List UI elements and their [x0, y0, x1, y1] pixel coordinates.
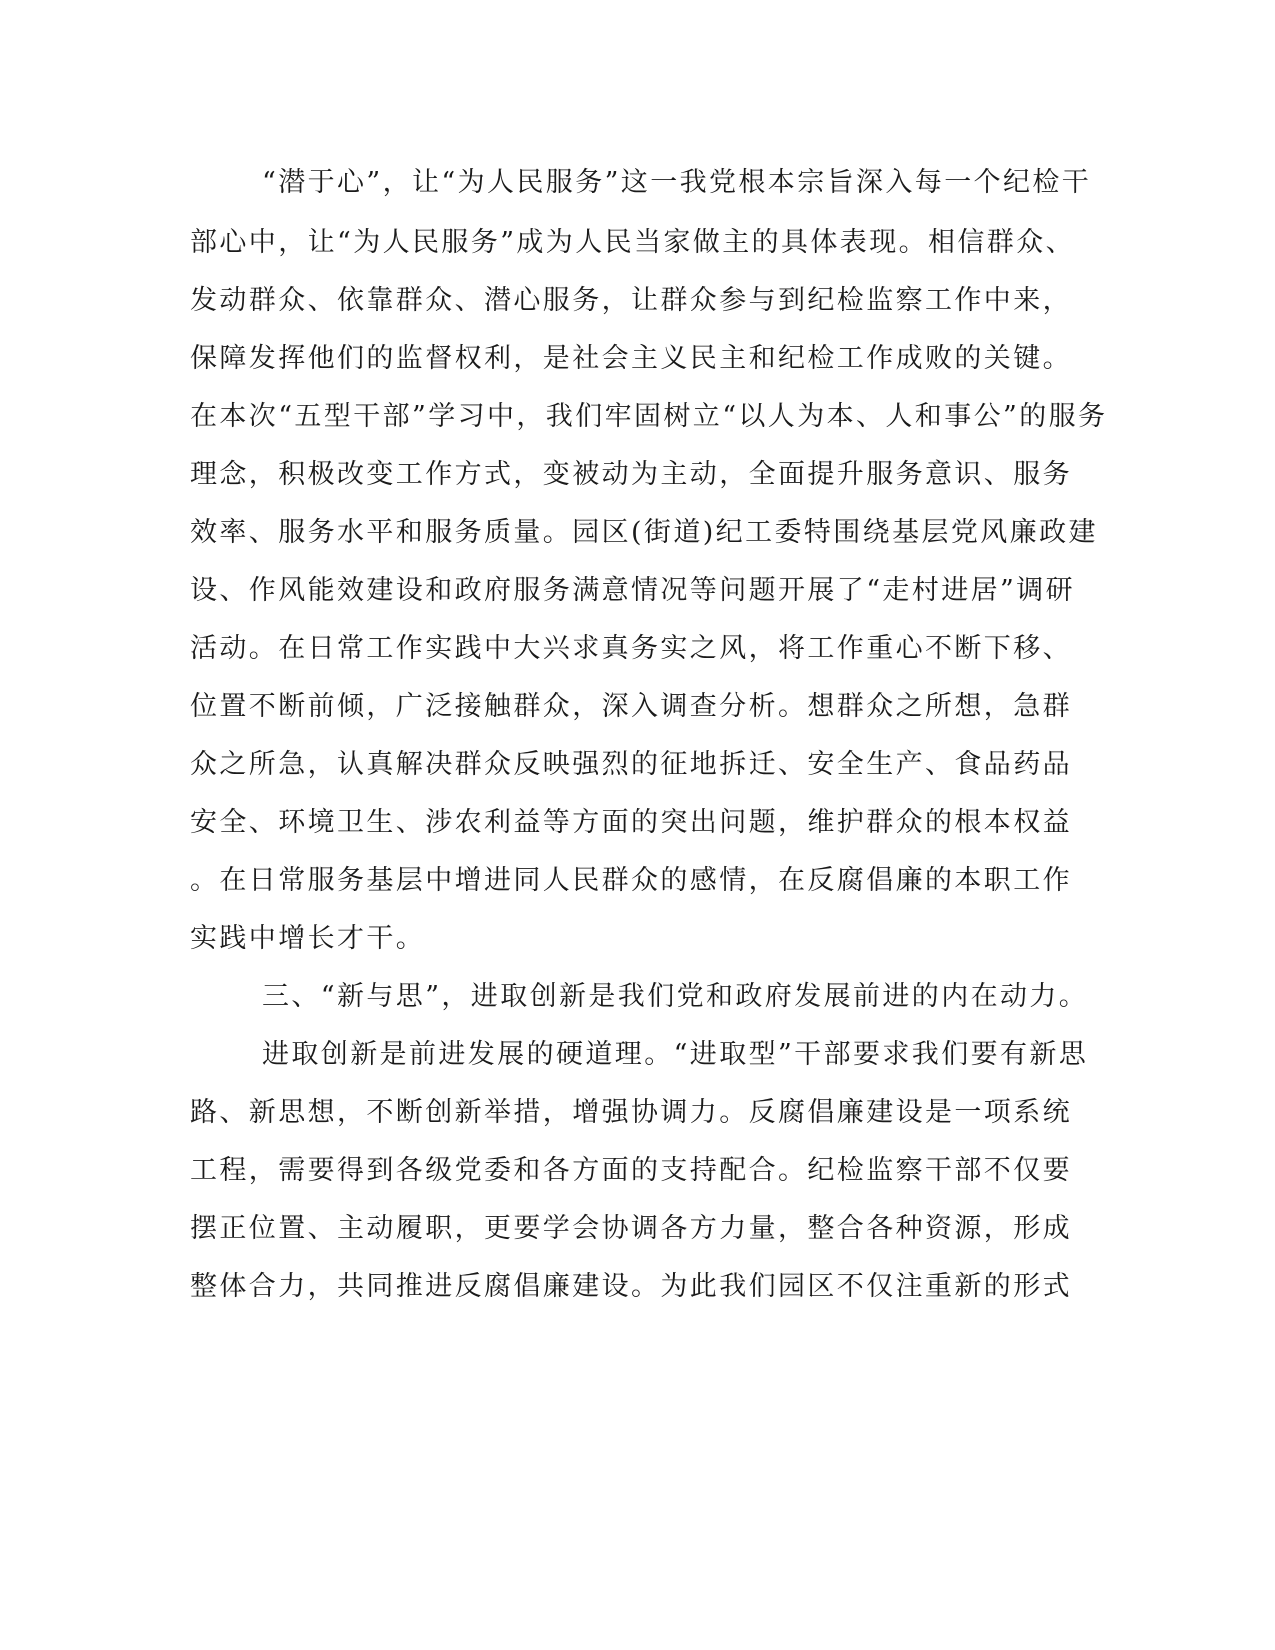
- text-line: 活动。在日常工作实践中大兴求真务实之风，将工作重心不断下移、: [190, 633, 1072, 664]
- text-line: 保障发挥他们的监督权利，是社会主义民主和纪检工作成败的关键。: [190, 343, 1072, 374]
- text-line: 进取创新是前进发展的硬道理。“进取型”干部要求我们要有新思: [262, 1039, 1089, 1070]
- text-line: 实践中增长才干。: [190, 923, 426, 954]
- text-line: 设、作风能效建设和政府服务满意情况等问题开展了“走村进居”调研: [190, 575, 1076, 606]
- text-line: 摆正位置、主动履职，更要学会协调各方力量，整合各种资源，形成: [190, 1213, 1072, 1244]
- text-line: 在本次“五型干部”学习中，我们牢固树立“以人为本、人和事公”的服务: [190, 401, 1108, 432]
- text-line: 理念，积极改变工作方式，变被动为主动，全面提升服务意识、服务: [190, 459, 1072, 490]
- text-line: 部心中，让“为人民服务”成为人民当家做主的具体表现。相信群众、: [190, 227, 1076, 258]
- text-line: 众之所急，认真解决群众反映强烈的征地拆迁、安全生产、食品药品: [190, 749, 1072, 780]
- text-line: 工程，需要得到各级党委和各方面的支持配合。纪检监察干部不仅要: [190, 1155, 1072, 1186]
- text-line: 发动群众、依靠群众、潜心服务，让群众参与到纪检监察工作中来，: [190, 285, 1072, 316]
- text-line: 效率、服务水平和服务质量。园区(街道)纪工委特围绕基层党风廉政建: [190, 517, 1098, 548]
- text-line: 位置不断前倾，广泛接触群众，深入调查分析。想群众之所想，急群: [190, 691, 1072, 722]
- text-line: 。在日常服务基层中增进同人民群众的感情，在反腐倡廉的本职工作: [190, 865, 1072, 896]
- text-line: “潜于心”，让“为人民服务”这一我党根本宗旨深入每一个纪检干: [262, 167, 1092, 198]
- section-heading: 三、“新与思”，进取创新是我们党和政府发展前进的内在动力。: [262, 981, 1089, 1012]
- text-line: 安全、环境卫生、涉农利益等方面的突出问题，维护群众的根本权益: [190, 807, 1072, 838]
- text-line: 路、新思想，不断创新举措，增强协调力。反腐倡廉建设是一项系统: [190, 1097, 1072, 1128]
- text-line: 整体合力，共同推进反腐倡廉建设。为此我们园区不仅注重新的形式: [190, 1271, 1072, 1302]
